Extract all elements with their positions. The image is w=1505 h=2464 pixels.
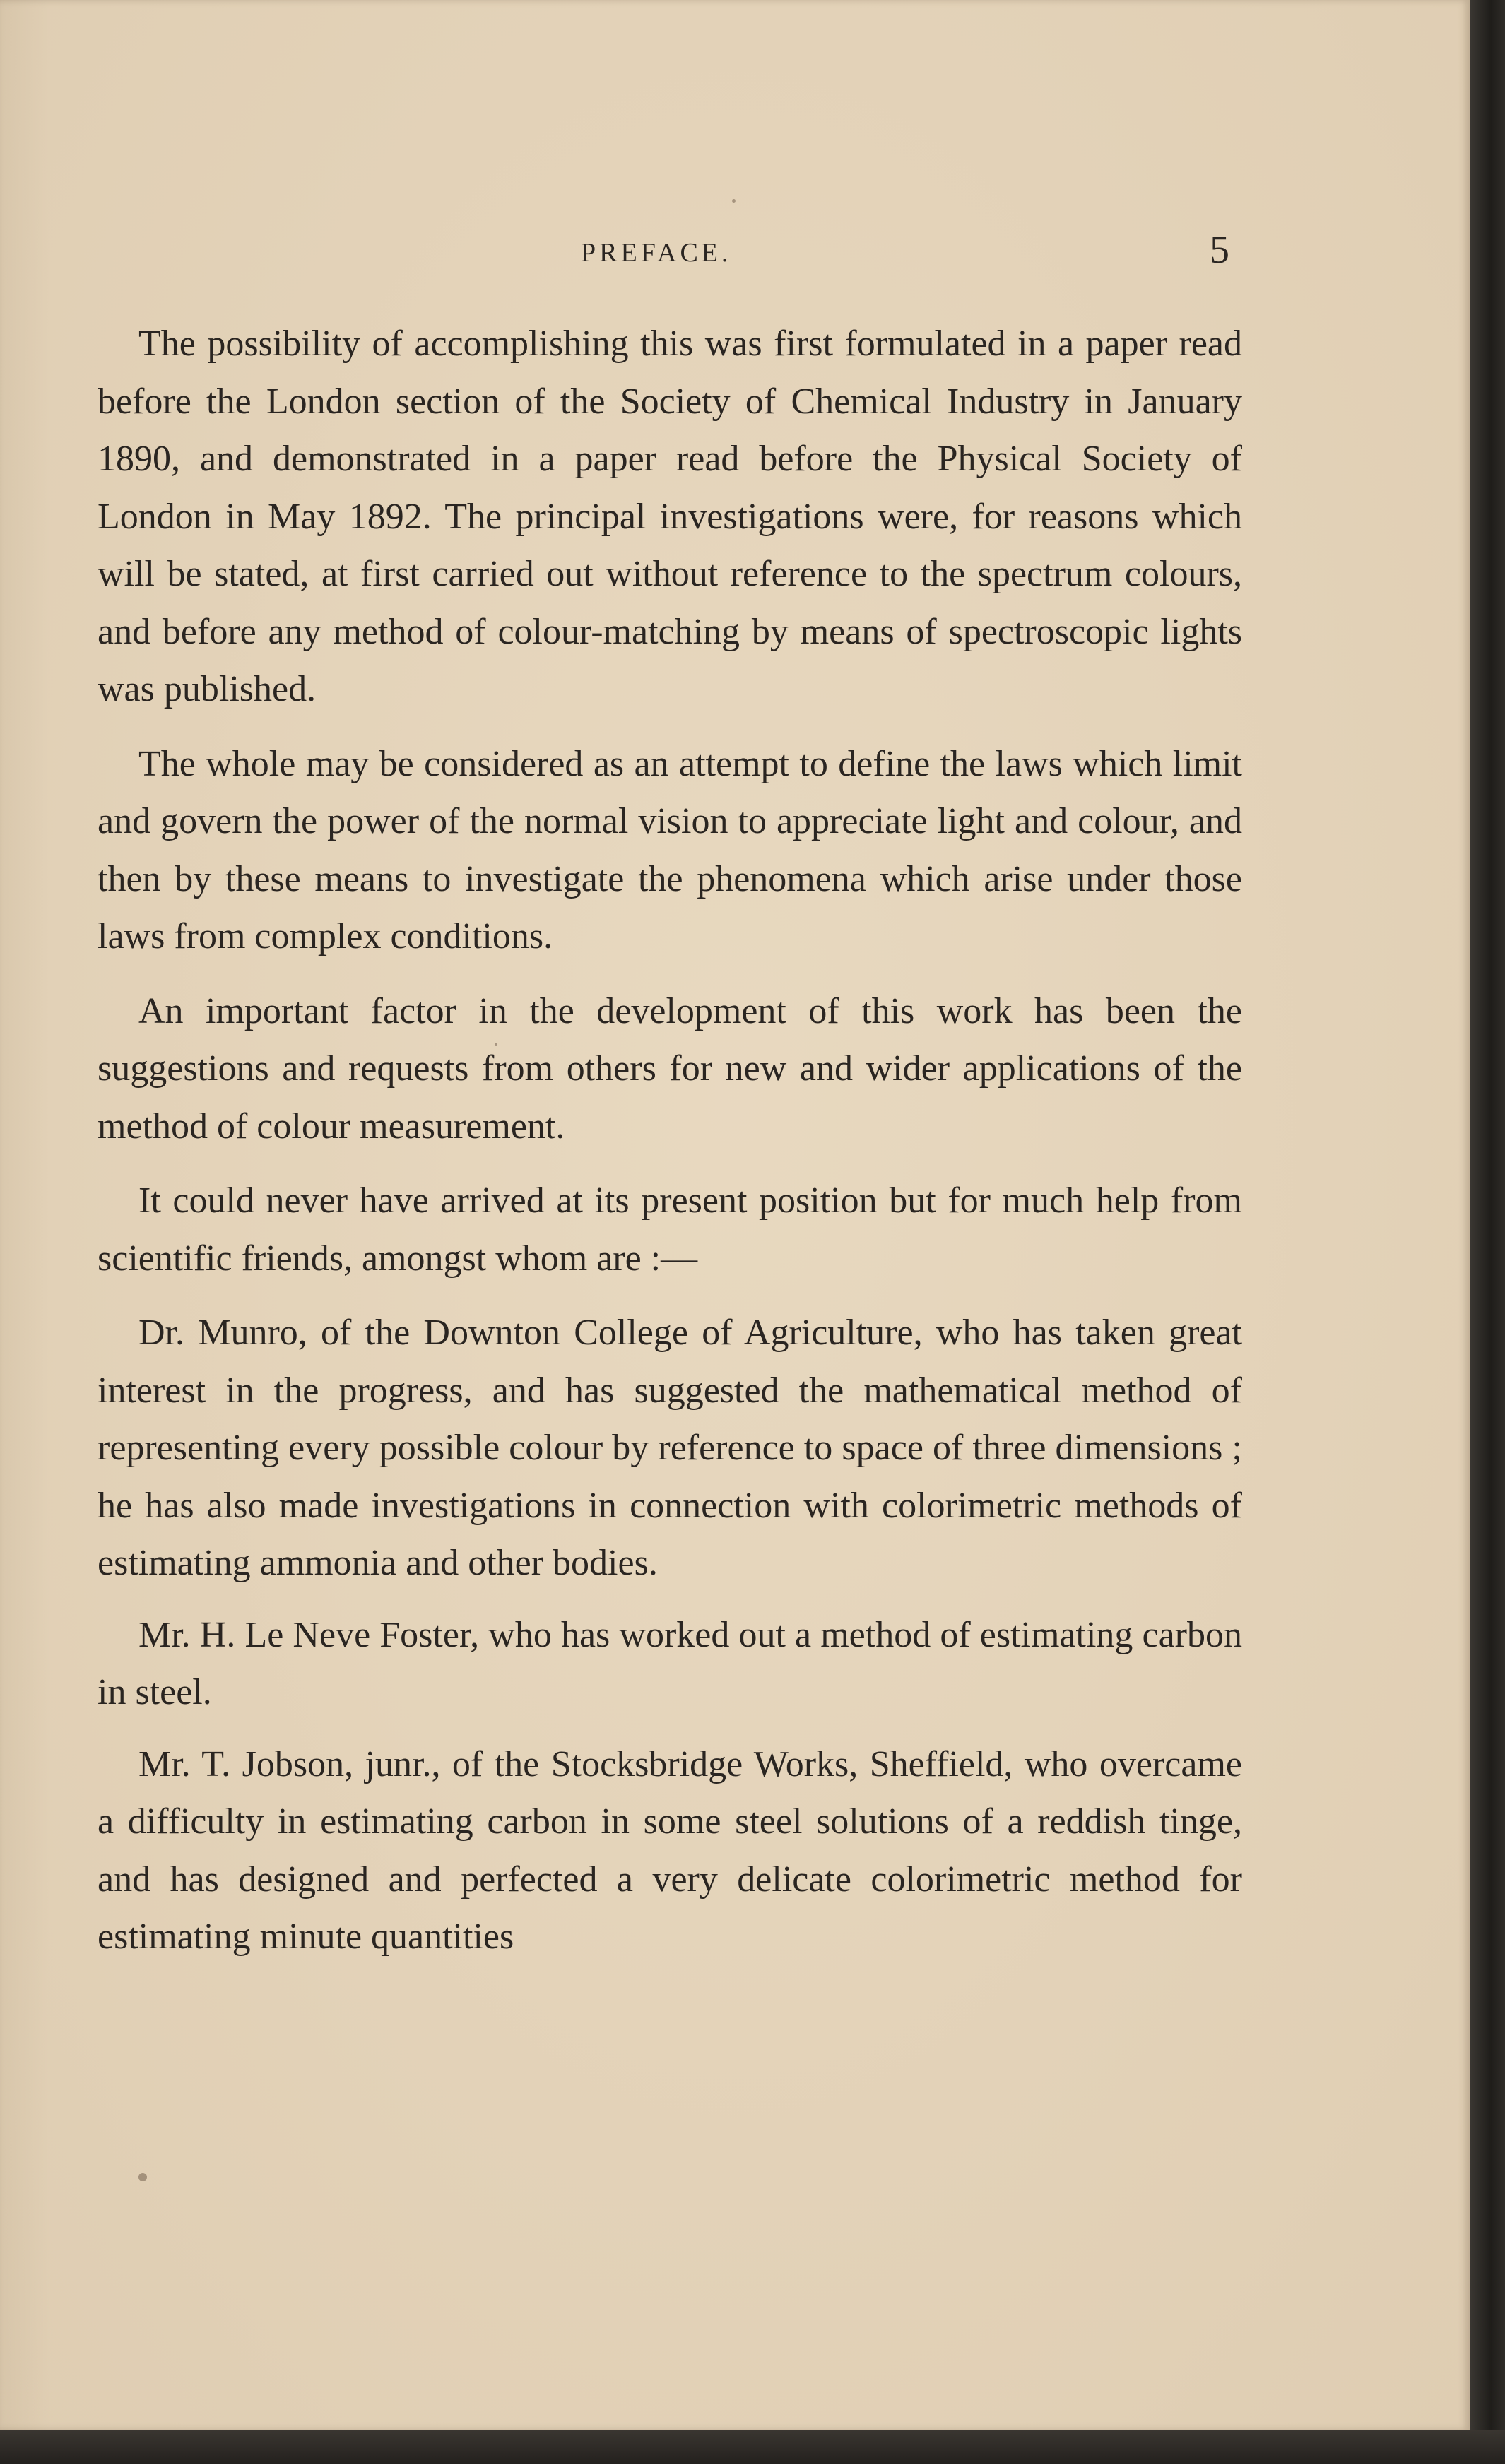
paragraph-7: Mr. T. Jobson, junr., of the Stocksbridge Works, Sheffield, who overcame a difficulty in estimating carbon in some steel solutions of a reddish tinge, and has designed and perfected a very delicate colorimetric method for estimating minute quantities [98, 1743, 1242, 1957]
paper-speck [138, 2173, 147, 2181]
book-bottom-edge [0, 2430, 1505, 2464]
paper-speck [732, 199, 736, 203]
paragraph-2: The whole may be considered as an attempt to define the laws which limit and govern the power of the normal vision to appreciate light and colour, and then by these means to investigate the phenomena which arise under those laws from complex conditions. [98, 743, 1242, 956]
page-number: 5 [1210, 228, 1229, 272]
running-head: PREFACE. [581, 238, 732, 268]
paper-speck [495, 1043, 497, 1046]
paragraph-3: An important factor in the development of this work has been the suggestions and requests from others for new and wider applications of the method of colour measurement. [98, 990, 1242, 1147]
paragraph-1: The possibility of accomplishing this was first formulated in a paper read before the London section of the Society of Chemical Industry in January 1890, and demonstrated in a paper read before the Physical Society of London in May 1892. The principal investigations were, for reasons which will be stated, at first carried out without reference to the spectrum colours, and before any method of colour-matching by means of spectroscopic lights was published. [98, 324, 1242, 709]
paragraph-5: Dr. Munro, of the Downton College of Agriculture, who has taken great interest in the progress, and has suggested the mathematical method of representing every possible colour by reference to space of three dimensions ; he has also made investigations in connection with colorimetric methods of estimating ammonia and other bodies. [98, 1313, 1242, 1583]
page-header [0, 227, 1470, 284]
paragraph-4: It could never have arrived at its present position but for much help from scientific friends, amongst whom are :— [98, 1180, 1242, 1279]
paragraph-6: Mr. H. Le Neve Foster, who has worked out a method of estimating carbon in steel. [98, 1614, 1242, 1712]
book-cover-edge [1470, 0, 1505, 2464]
preface-body [98, 315, 1242, 1983]
